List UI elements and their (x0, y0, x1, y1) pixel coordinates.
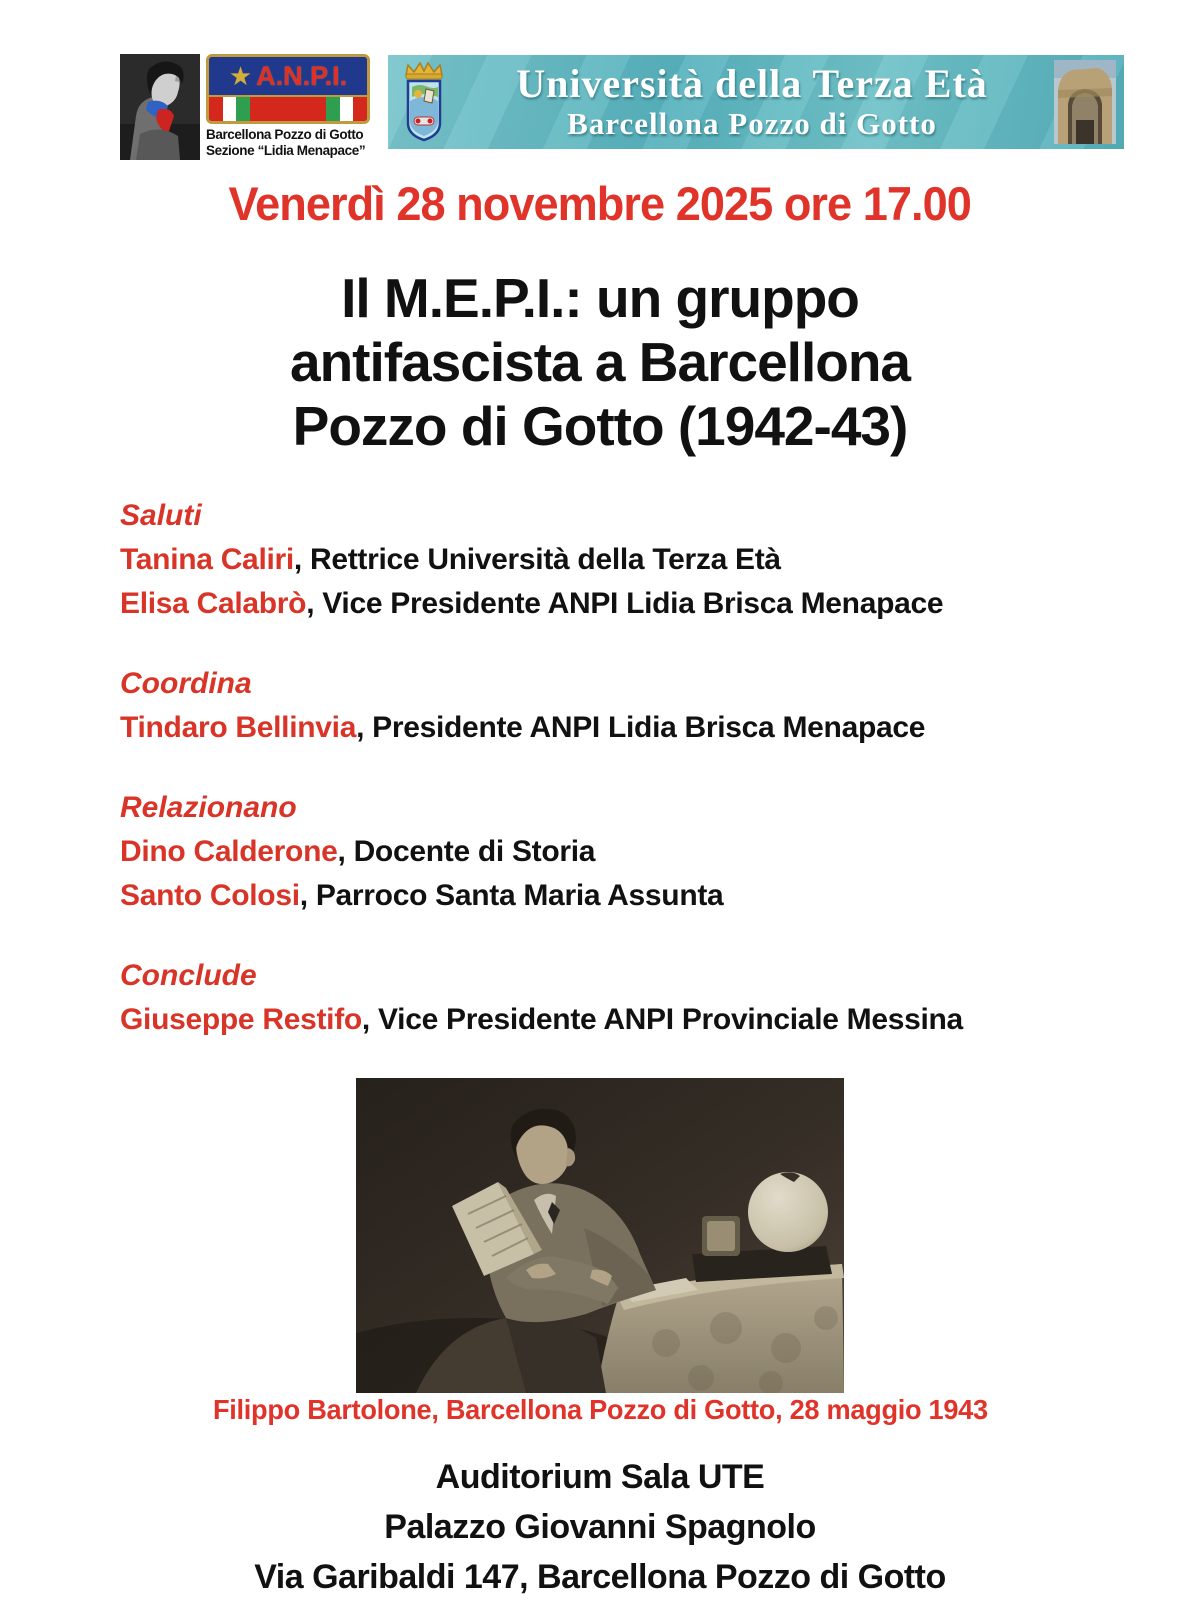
ute-banner (388, 55, 1124, 149)
lidia-menapace-photo (120, 54, 200, 160)
section-conclude (120, 954, 1100, 1042)
speaker-line (120, 874, 1100, 918)
ute-banner-title: Università della Terza Età (516, 61, 988, 106)
speaker-role: , Parroco Santa Maria Assunta (299, 879, 724, 912)
speaker-line (120, 538, 1100, 582)
speaker-role: , Presidente ANPI Lidia Brisca Menapace (356, 711, 926, 744)
venue-line2: Palazzo Giovanni Spagnolo (384, 1508, 816, 1546)
event-title-line2: antifascista a Barcellona (289, 331, 910, 393)
program (120, 494, 1100, 1078)
event-title-line1: Il M.E.P.I.: un gruppo (341, 267, 859, 329)
speaker-name: Elisa Calabrò (120, 587, 307, 620)
arch-photo-icon (1054, 60, 1116, 144)
event-title-line3: Pozzo di Gotto (1942-43) (292, 395, 908, 457)
speaker-name: Dino Calderone (120, 835, 338, 868)
venue-address (0, 1452, 1200, 1600)
speaker-role: , Vice Presidente ANPI Lidia Brisca Menapace (306, 587, 944, 620)
speaker-role: , Rettrice Università della Terza Età (293, 543, 781, 576)
section-heading: Coordina (120, 667, 252, 700)
section-coordina (120, 662, 1100, 750)
ute-banner-subtitle: Barcellona Pozzo di Gotto (567, 106, 937, 141)
venue-line1: Auditorium Sala UTE (435, 1458, 765, 1496)
event-title (0, 266, 1200, 458)
event-photo (356, 1078, 844, 1393)
section-heading: Saluti (120, 499, 202, 532)
speaker-name: Giuseppe Restifo (120, 1003, 362, 1036)
speaker-role: , Docente di Storia (337, 835, 596, 868)
speaker-role: , Vice Presidente ANPI Provinciale Messina (361, 1003, 963, 1036)
speaker-name: Tindaro Bellinvia (120, 711, 357, 744)
section-saluti (120, 494, 1100, 626)
speaker-line (120, 706, 1100, 750)
anpi-star-icon: ★ (228, 61, 253, 91)
section-relazionano (120, 786, 1100, 918)
section-heading: Conclude (120, 959, 257, 992)
anpi-caption-line2: Sezione “Lidia Menapace” (206, 143, 366, 158)
venue-line3: Via Garibaldi 147, Barcellona Pozzo di Gotto (254, 1558, 946, 1596)
photo-caption: Filippo Bartolone, Barcellona Pozzo di Gotto, 28 maggio 1943 (212, 1394, 988, 1425)
tricolor-band (209, 95, 367, 121)
anpi-section-logo (120, 54, 370, 160)
anpi-caption-line1: Barcellona Pozzo di Gotto (206, 127, 364, 142)
event-datetime: Venerdì 28 novembre 2025 ore 17.00 (228, 177, 972, 230)
comune-crest-icon (398, 61, 450, 143)
speaker-name: Santo Colosi (120, 879, 300, 912)
speaker-line (120, 830, 1100, 874)
speaker-line (120, 582, 1100, 626)
speaker-name: Tanina Caliri (120, 543, 294, 576)
anpi-acronym: A.N.P.I. (256, 60, 348, 91)
section-heading: Relazionano (120, 791, 297, 824)
anpi-emblem-icon (206, 54, 370, 124)
speaker-line (120, 998, 1100, 1042)
